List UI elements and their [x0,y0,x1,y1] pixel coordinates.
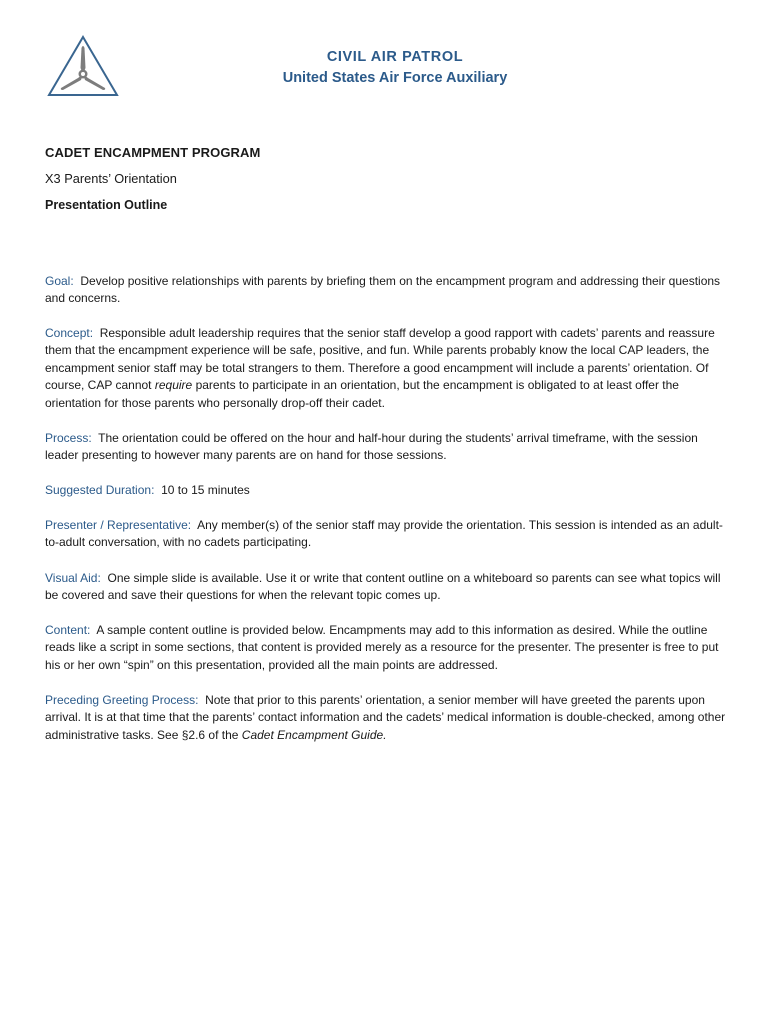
duration-label: Suggested Duration: [45,483,155,497]
lesson-title: X3 Parents’ Orientation [45,171,177,186]
document-header [0,46,770,88]
concept-paragraph [45,325,727,412]
presenter-paragraph [45,517,727,552]
process-label: Process: [45,431,92,445]
organization-subtitle: United States Air Force Auxiliary [282,70,508,86]
concept-label: Concept: [45,326,94,340]
guide-reference: Cadet Encampment Guide. [241,727,387,742]
process-paragraph [45,430,727,465]
visual-aid-paragraph [45,570,727,605]
outline-title: Presentation Outline [45,198,168,212]
presenter-label: Presenter / Representative: [45,518,192,532]
duration-paragraph [45,482,727,499]
visual-aid-label: Visual Aid: [45,571,101,585]
goal-label: Goal: [45,274,74,288]
visual-aid-text: One simple slide is available. Use it or write that content outline on a whiteboard so parents can see what topics will be covered and save their questions for when the relevant topic comes up. [45,571,721,603]
organization-name: CIVIL AIR PATROL [326,49,464,65]
concept-text: Responsible adult leadership requires that the senior staff develop a good rapport with cadets’ parents and reassure them that the encampment experience will be safe, positive, and fun. While parents probably know the local CAP leaders, the encampment senior staff may be total strangers to them. Therefore a good encampment will include a parents’ orientation. Of course, CAP cannot [45,326,715,393]
goal-text: Develop positive relationships with parents by briefing them on the encampment program and addressing their questions and concerns. [45,274,721,306]
greeting-text: Note that prior to this parents’ orientation, a senior member will have greeted the parents upon arrival. It is at that time that the parents’ contact information and the cadets’ medical information is double-checked, among other administrative tasks. See §2.6 of the [45,693,726,742]
content-paragraph [45,622,727,674]
program-title: CADET ENCAMPMENT PROGRAM [45,145,261,160]
duration-text: 10 to 15 minutes [161,483,250,497]
presenter-text: Any member(s) of the senior staff may provide the orientation. This session is intended as an adult-to-adult conversation, with no cadets participating. [45,518,723,550]
concept-emphasis: require [154,378,193,393]
goal-paragraph [45,273,727,308]
concept-text-cont: parents to participate in an orientation, but the encampment is obligated to at least offer the orientation for those parents who personally drop-off their cadet. [45,378,679,410]
process-text: The orientation could be offered on the hour and half-hour during the students’ arrival timeframe, with the session leader presenting to however many parents are on hand for those sessions. [45,431,698,463]
greeting-paragraph [45,692,727,744]
content-text: A sample content outline is provided below. Encampments may add to this information as desired. While the outline reads like a script in some sections, that content is provided merely as a resource for the presenter. The presenter is free to put his or her own “spin” on this presentation, provided all the main points are addressed. [45,623,719,672]
content-label: Content: [45,623,91,637]
greeting-label: Preceding Greeting Process: [45,693,199,707]
